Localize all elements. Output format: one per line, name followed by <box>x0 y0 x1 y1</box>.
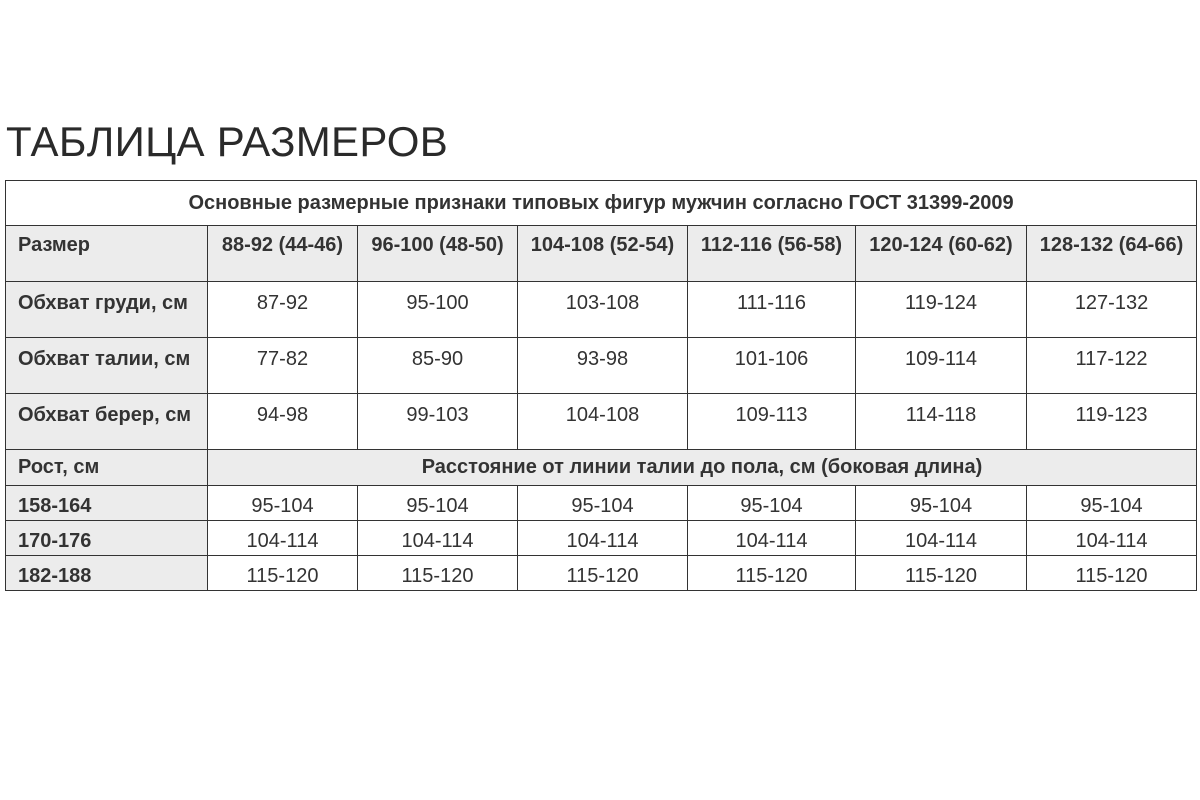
table-cell: 104-114 <box>856 521 1027 556</box>
header-size-col: 96-100 (48-50) <box>358 226 518 282</box>
table-row-hips <box>6 394 1197 450</box>
table-cell: 119-123 <box>1027 394 1197 450</box>
table-cell: 95-104 <box>1027 486 1197 521</box>
table-cell: 104-114 <box>688 521 856 556</box>
table-cell: 99-103 <box>358 394 518 450</box>
height-header-row <box>6 450 1197 486</box>
row-label: 170-176 <box>6 521 208 556</box>
table-cell: 87-92 <box>208 282 358 338</box>
row-label: 158-164 <box>6 486 208 521</box>
header-row <box>6 226 1197 282</box>
table-cell: 95-104 <box>208 486 358 521</box>
table-cell: 103-108 <box>518 282 688 338</box>
table-cell: 115-120 <box>856 556 1027 591</box>
header-size-col: 88-92 (44-46) <box>208 226 358 282</box>
row-label: Обхват талии, см <box>6 338 208 394</box>
table-cell: 111-116 <box>688 282 856 338</box>
table-cell: 95-100 <box>358 282 518 338</box>
table-cell: 104-114 <box>358 521 518 556</box>
table-cell: 117-122 <box>1027 338 1197 394</box>
table-cell: 94-98 <box>208 394 358 450</box>
header-size-col: 104-108 (52-54) <box>518 226 688 282</box>
table-cell: 114-118 <box>856 394 1027 450</box>
table-cell: 93-98 <box>518 338 688 394</box>
table-cell: 95-104 <box>358 486 518 521</box>
header-size-col: 128-132 (64-66) <box>1027 226 1197 282</box>
size-table <box>5 180 1197 591</box>
table-cell: 95-104 <box>856 486 1027 521</box>
table-cell: 115-120 <box>1027 556 1197 591</box>
table-cell: 115-120 <box>208 556 358 591</box>
header-size-col: 120-124 (60-62) <box>856 226 1027 282</box>
header-size-col: 112-116 (56-58) <box>688 226 856 282</box>
table-cell: 109-113 <box>688 394 856 450</box>
table-cell: 127-132 <box>1027 282 1197 338</box>
page-title: ТАБЛИЦА РАЗМЕРОВ <box>6 118 449 165</box>
table-cell: 104-114 <box>208 521 358 556</box>
height-span-label: Расстояние от линии талии до пола, см (боковая длина) <box>208 450 1197 486</box>
table-cell: 95-104 <box>688 486 856 521</box>
table-row-height-182 <box>6 556 1197 591</box>
table-cell: 104-108 <box>518 394 688 450</box>
table-row-waist <box>6 338 1197 394</box>
table-cell: 119-124 <box>856 282 1027 338</box>
caption-row <box>6 181 1197 226</box>
table-cell: 115-120 <box>688 556 856 591</box>
table-cell: 109-114 <box>856 338 1027 394</box>
table-cell: 104-114 <box>518 521 688 556</box>
table-cell: 101-106 <box>688 338 856 394</box>
header-label-size: Размер <box>6 226 208 282</box>
table-cell: 95-104 <box>518 486 688 521</box>
table-row-height-170 <box>6 521 1197 556</box>
row-label: Обхват груди, см <box>6 282 208 338</box>
height-label: Рост, см <box>6 450 208 486</box>
table-cell: 115-120 <box>518 556 688 591</box>
table-cell: 104-114 <box>1027 521 1197 556</box>
table-cell: 85-90 <box>358 338 518 394</box>
table-cell: 115-120 <box>358 556 518 591</box>
table-row-height-158 <box>6 486 1197 521</box>
table-row-chest <box>6 282 1197 338</box>
table-cell: 77-82 <box>208 338 358 394</box>
table-caption: Основные размерные признаки типовых фигур мужчин согласно ГОСТ 31399-2009 <box>6 181 1197 226</box>
row-label: 182-188 <box>6 556 208 591</box>
row-label: Обхват берер, см <box>6 394 208 450</box>
